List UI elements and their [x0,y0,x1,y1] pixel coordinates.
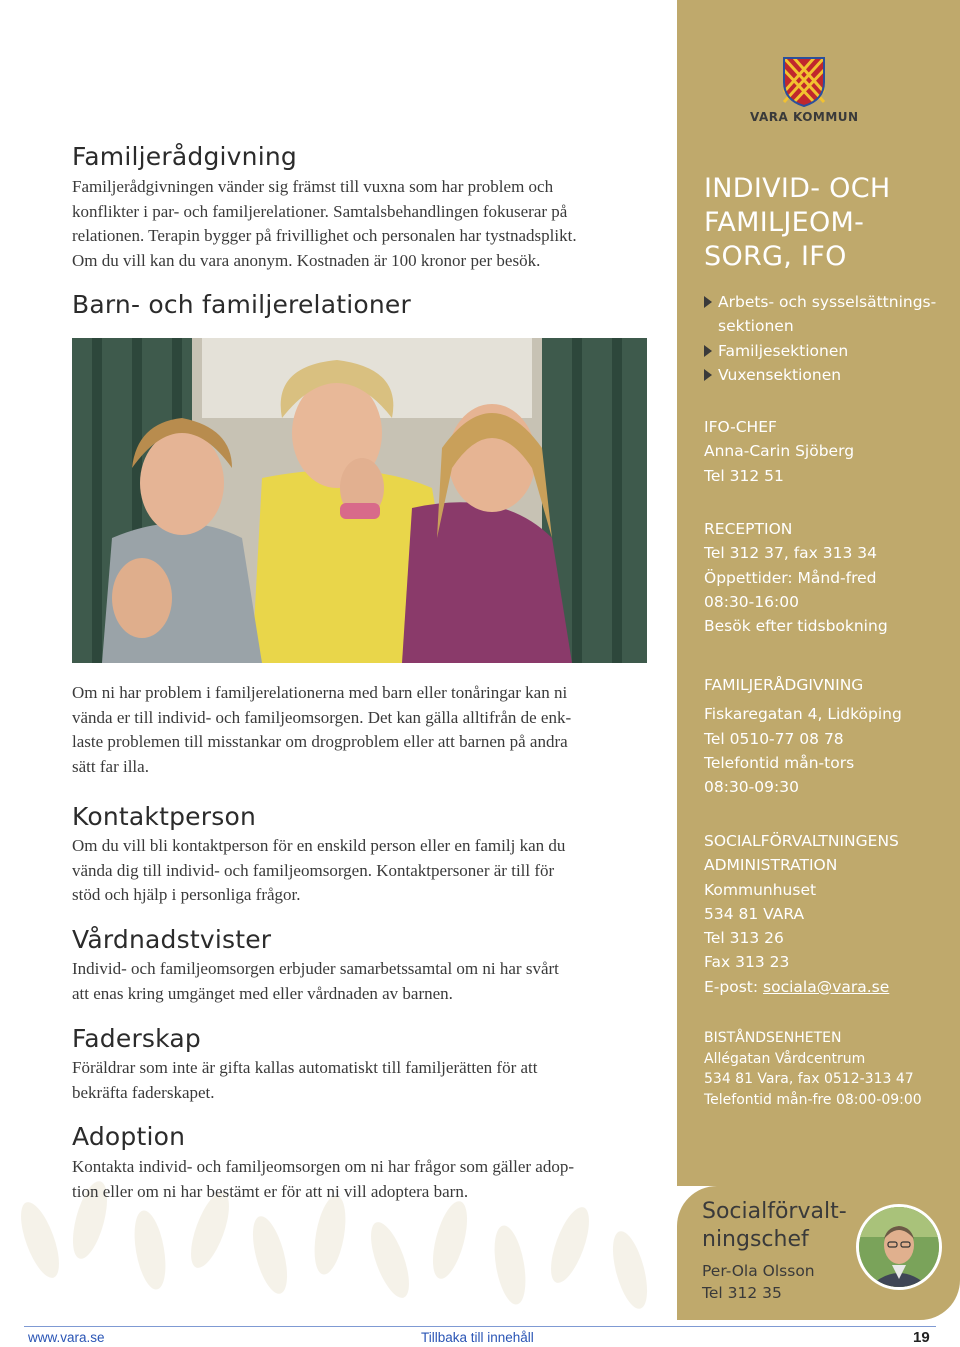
heading-familjeradgivning: Familjerådgivning [72,142,297,171]
text-line: tion eller om ni har bestämt er för att ni vill adoptera barn. [72,1181,469,1201]
text-line: Fiskaregatan 4, Lidköping [704,705,902,724]
bullet-icon [704,369,712,381]
familjeradgivning-contact-block [704,673,902,799]
block-heading: IFO-CHEF [704,418,777,436]
text-line: Tel 312 37, fax 313 34 [704,544,877,563]
list-item-label: Familjesektionen [718,341,849,360]
list-item [704,290,936,314]
text-line: Tel 0510-77 08 78 [704,729,844,748]
title-line: FAMILJEOM- [704,207,865,238]
text-line: laste problemen till misstankar om drogproblem eller att barnen på andra [72,732,568,751]
bullet-icon [704,345,712,357]
block-heading: ADMINISTRATION [704,856,838,875]
text-line: Telefontid mån-fre 08:00-09:00 [704,1091,922,1108]
footer-divider [24,1326,936,1327]
text-line: vända er till individ- och familjeomsorgen. Det kan gälla alltifrån de enk- [72,707,572,727]
text-line: bekräfta faderskapet. [72,1082,215,1102]
block-heading: BISTÅNDSENHETEN [704,1030,842,1046]
ifo-chef-block [704,415,854,488]
email-label: E-post: [704,977,764,996]
email-line [704,975,899,999]
text-line: Fax 313 23 [704,953,790,972]
text-line: att enas kring umgänget med eller vårdnaden av barnen. [72,983,453,1003]
contact-phone: Tel 312 35 [702,1284,782,1302]
text-line: 08:30-09:30 [704,778,799,797]
children-photo [72,338,647,663]
heading-vardnadstvister: Vårdnadstvister [72,925,272,954]
list-item-label: sektionen [718,317,794,336]
heading-faderskap: Faderskap [72,1024,201,1053]
administration-block [704,829,899,999]
text-barn-och-familjerelationer [72,681,652,779]
text-line: stöd och hjälp i personliga frågor. [72,885,301,904]
website-link[interactable]: www.vara.se [28,1330,105,1345]
back-to-contents-link[interactable]: Tillbaka till innehåll [421,1330,534,1345]
contact-sidebar [677,0,960,1320]
title-line: ningschef [702,1227,809,1252]
bullet-icon [704,296,712,308]
text-kontaktperson [72,834,652,908]
text-line: Allégatan Vårdcentrum [704,1050,866,1067]
sidebar-title [704,172,890,274]
text-line: Tel 313 26 [704,929,784,948]
text-line: Föräldrar som inte är gifta kallas automatiskt till familjerätten för att [72,1058,538,1077]
email-link[interactable]: sociala@vara.se [763,977,890,996]
sections-list [704,290,936,387]
text-line: Individ- och familjeomsorgen erbjuder samarbetssamtal om ni har svårt [72,959,559,978]
page-number: 19 [913,1329,930,1346]
text-adoption [72,1155,652,1204]
text-line: Besök efter tidsbokning [704,617,888,636]
logo-text: VARA KOMMUN [750,110,859,124]
chief-contact [702,1260,815,1304]
text-line: Om du vill kan du vara anonym. Kostnaden är 100 kronor per besök. [72,250,541,270]
text-line: Om du vill bli kontaktperson för en enskild person eller en familj kan du [72,836,566,855]
list-item [704,339,936,363]
contact-name: Anna-Carin Sjöberg [704,442,855,461]
text-line: 534 81 VARA [704,904,805,923]
text-line: Om ni har problem i familjerelationerna med barn eller tonåringar kan ni [72,683,568,702]
text-line: Kommunhuset [704,880,817,899]
text-line: sätt far illa. [72,756,149,776]
title-line: INDIVID- OCH [704,173,891,204]
text-familjeradgivning [72,175,652,273]
socialforvaltningschef-box [677,1186,960,1320]
text-line: relationen. Terapin bygger på frivillighet och personalen har tystnadsplikt. [72,226,577,245]
text-line: Familjerådgivningen vänder sig främst till vuxna som har problem och [72,177,554,196]
block-heading: SOCIALFÖRVALTNINGENS [704,832,899,850]
chief-title [702,1198,847,1254]
text-line: Telefontid mån-tors [704,753,855,772]
heading-adoption: Adoption [72,1122,186,1151]
page-footer [0,1320,960,1347]
text-line: konflikter i par- och familjerelationer. Samtalsbehandlingen fokuserar på [72,201,568,221]
contact-phone: Tel 312 51 [704,466,784,485]
title-line: Socialförvalt- [702,1199,847,1224]
text-line: Öppettider: Månd-fred [704,568,877,587]
heading-barn-och-familjerelationer: Barn- och familjerelationer [72,290,411,319]
text-line: vända dig till individ- och familjeomsorgen. Kontaktpersoner är till för [72,860,555,880]
list-item [704,363,936,387]
block-heading: RECEPTION [704,520,793,538]
text-line: Kontakta individ- och familjeomsorgen om ni har frågor som gäller adop- [72,1157,574,1176]
text-vardnadstvister [72,957,652,1006]
contact-name: Per-Ola Olsson [702,1262,815,1280]
list-item-label: Arbets- och sysselsättnings- [718,293,937,311]
heading-kontaktperson: Kontaktperson [72,802,256,831]
vara-kommun-crest-icon [782,56,826,108]
bistandsenheten-block [704,1028,922,1110]
reception-block [704,517,888,638]
list-item-label: Vuxensektionen [718,365,842,384]
text-line: 534 81 Vara, fax 0512-313 47 [704,1071,914,1087]
title-line: SORG, IFO [704,241,847,272]
block-heading: FAMILJERÅDGIVNING [704,676,864,694]
text-line: 08:30-16:00 [704,592,799,611]
avatar [856,1204,942,1290]
text-faderskap [72,1056,652,1105]
